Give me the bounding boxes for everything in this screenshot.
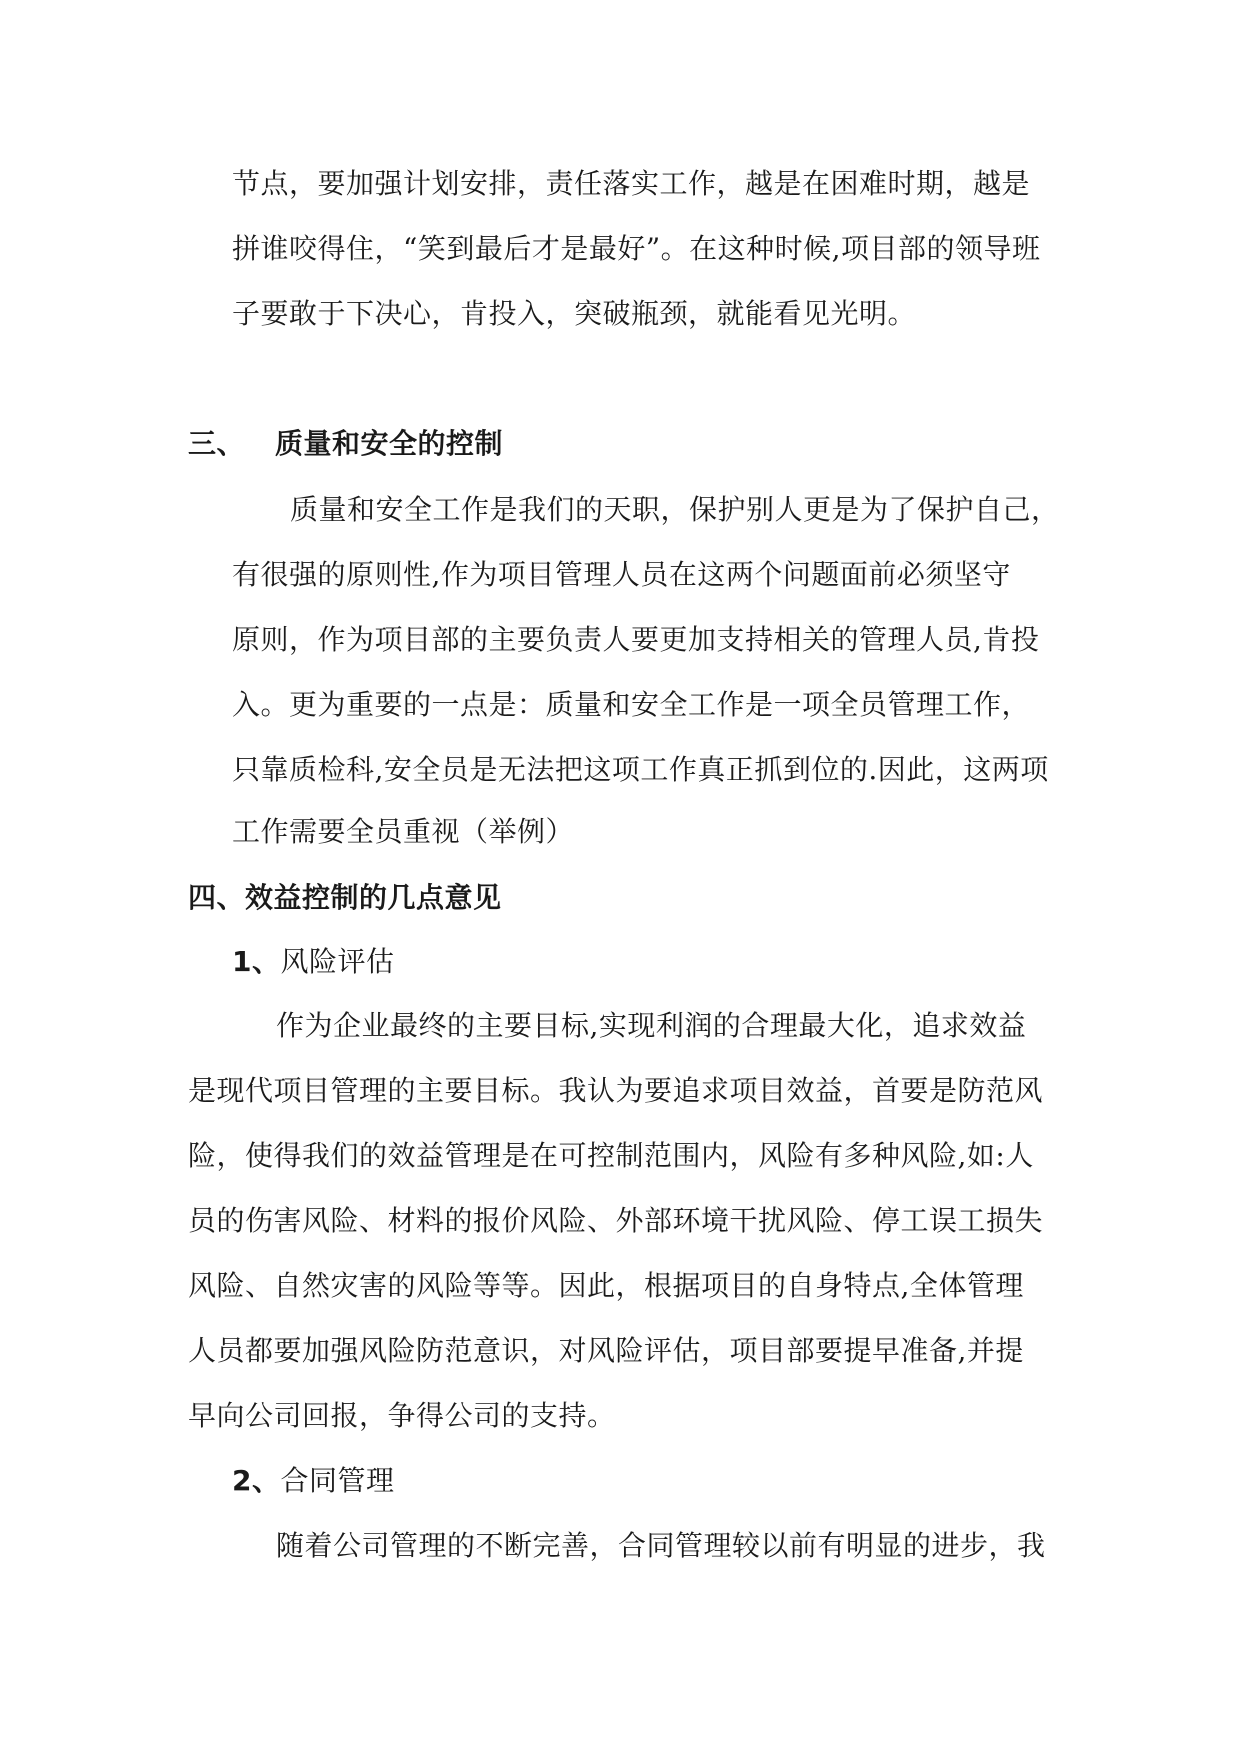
paragraph-line: 员的伤害风险、材料的报价风险、外部环境干扰风险、停工误工损失 <box>188 1204 1044 1237</box>
paragraph-line: 子要敢于下决心，肯投入，突破瓶颈，就能看见光明。 <box>232 297 917 330</box>
paragraph-line: 质量和安全工作是我们的天职，保护别人更是为了保护自己， <box>290 493 1060 526</box>
paragraph-line: 是现代项目管理的主要目标。我认为要追求项目效益，首要是防范风 <box>188 1074 1044 1107</box>
paragraph-line: 只靠质检科,安全员是无法把这项工作真正抓到位的.因此，这两项 <box>232 753 1049 786</box>
paragraph-line: 风险、自然灾害的风险等等。因此，根据项目的自身特点,全体管理 <box>188 1269 1024 1302</box>
paragraph-line: 节点，要加强计划安排，责任落实工作，越是在困难时期，越是 <box>232 167 1031 200</box>
paragraph-line: 原则，作为项目部的主要负责人要更加支持相关的管理人员,肯投 <box>232 623 1040 656</box>
subsection-1-number: 1、 <box>232 945 281 978</box>
section-3-title: 质量和安全的控制 <box>275 427 504 460</box>
subsection-2-heading <box>232 1461 395 1501</box>
subsection-1-title: 风险评估 <box>280 945 395 978</box>
paragraph-line: 随着公司管理的不断完善，合同管理较以前有明显的进步，我 <box>276 1529 1046 1562</box>
subsection-2-number: 2、 <box>232 1464 281 1497</box>
section-3-number: 三、 <box>188 427 246 460</box>
paragraph-line: 有很强的原则性,作为项目管理人员在这两个问题面前必须坚守 <box>232 558 1011 591</box>
paragraph-line: 拼谁咬得住，“笑到最后才是最好”。在这种时候,项目部的领导班 <box>232 232 1041 265</box>
paragraph-line: 入。更为重要的一点是：质量和安全工作是一项全员管理工作， <box>232 688 1031 721</box>
subsection-2-title: 合同管理 <box>280 1464 395 1497</box>
paragraph-line: 人员都要加强风险防范意识，对风险评估，项目部要提早准备,并提 <box>188 1334 1024 1367</box>
paragraph-line: 早向公司回报，争得公司的支持。 <box>188 1399 616 1432</box>
paragraph-line: 险，使得我们的效益管理是在可控制范围内，风险有多种风险,如:人 <box>188 1139 1034 1172</box>
section-4-heading: 四、效益控制的几点意见 <box>188 881 502 914</box>
paragraph-line: 作为企业最终的主要目标,实现利润的合理最大化，追求效益 <box>276 1009 1027 1042</box>
subsection-1-heading <box>232 942 395 982</box>
paragraph-line: 工作需要全员重视（举例） <box>232 815 575 848</box>
